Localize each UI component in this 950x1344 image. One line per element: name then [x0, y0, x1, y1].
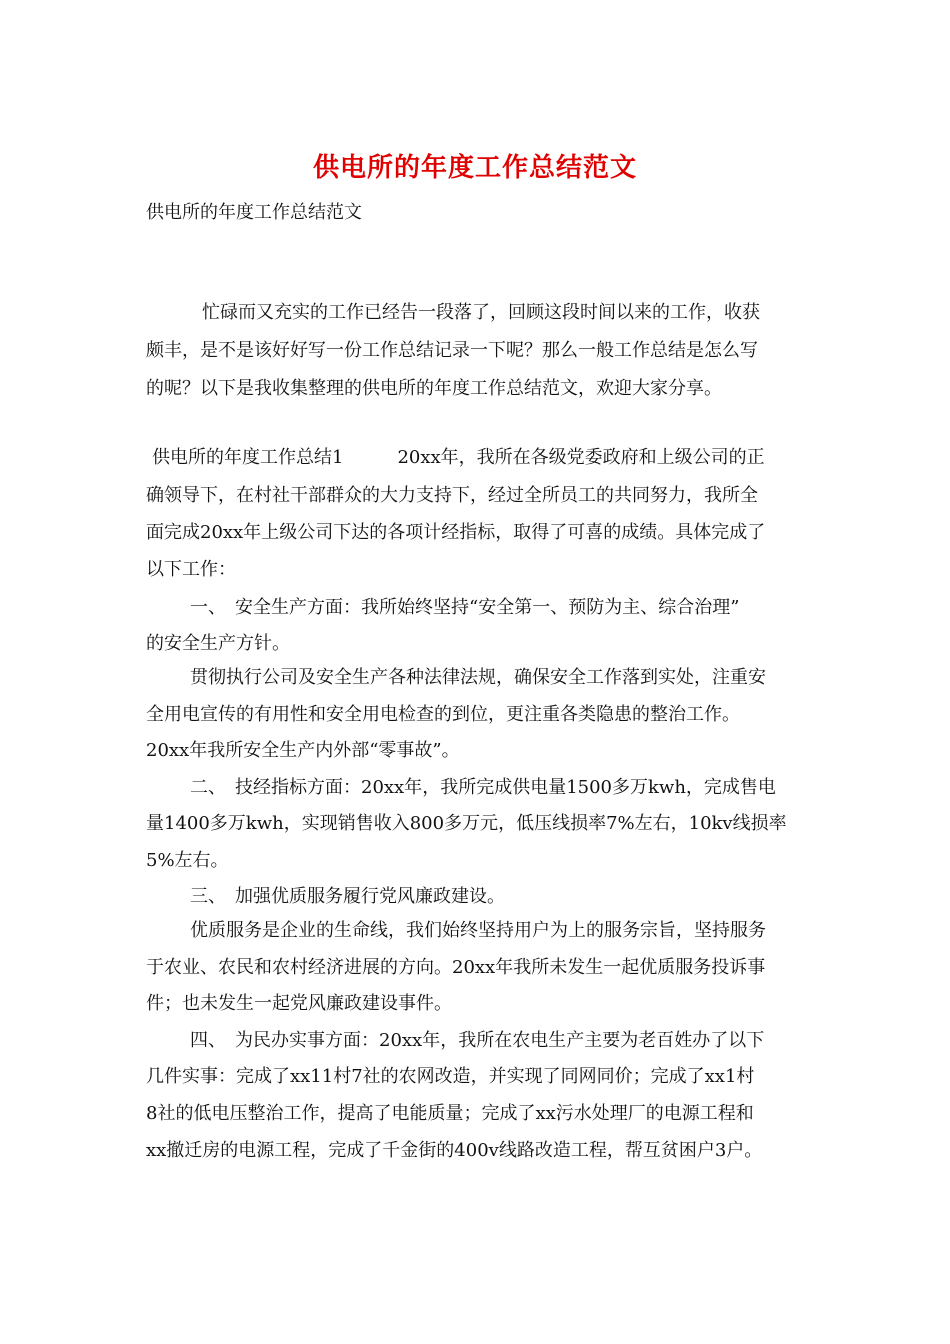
body-line: xx撤迁房的电源工程，完成了千金街的400v线路改造工程，帮互贫困户3户。 — [146, 1140, 763, 1161]
body-line: 几件实事：完成了xx11村7社的农网改造，并实现了同网同价；完成了xx1村 — [146, 1066, 755, 1087]
body-line: 三、 加强优质服务履行党风廉政建设。 — [190, 886, 505, 907]
body-line: 8社的低电压整治工作，提高了电能质量；完成了xx污水处理厂的电源工程和 — [146, 1103, 754, 1124]
body-line: 量1400多万kwh，实现销售收入800多万元，低压线损率7%左右，10kv线损率 — [146, 813, 787, 834]
body-line: 面完成20xx年上级公司下达的各项计经指标，取得了可喜的成绩。具体完成了 — [146, 522, 766, 543]
body-line: 四、 为民办实事方面：20xx年，我所在农电生产主要为老百姓办了以下 — [190, 1030, 765, 1051]
body-line: 20xx年我所安全生产内外部“零事故”。 — [146, 740, 460, 761]
body-line: 于农业、农民和农村经济进展的方向。20xx年我所未发生一起优质服务投诉事 — [146, 957, 766, 978]
body-line: 确领导下，在村社干部群众的大力支持下，经过全所员工的共同努力，我所全 — [146, 485, 758, 506]
body-line: 的安全生产方针。 — [146, 633, 290, 654]
document-title: 供电所的年度工作总结范文 — [312, 153, 637, 183]
body-line: 以下工作： — [146, 559, 236, 580]
document-subtitle: 供电所的年度工作总结范文 — [146, 202, 362, 223]
body-line: 颇丰，是不是该好好写一份工作总结记录一下呢？那么一般工作总结是怎么写 — [146, 340, 758, 361]
body-line: 全用电宣传的有用性和安全用电检查的到位，更注重各类隐患的整治工作。 — [146, 704, 740, 725]
body-line: 件；也未发生一起党风廉政建设事件。 — [146, 993, 452, 1014]
body-line: 优质服务是企业的生命线，我们始终坚持用户为上的服务宗旨，坚持服务 — [190, 920, 766, 941]
body-line: 忙碌而又充实的工作已经告一段落了，回顾这段时间以来的工作，收获 — [202, 302, 760, 323]
body-line: 供电所的年度工作总结1 20xx年，我所在各级党委政府和上级公司的正 — [152, 447, 765, 468]
body-line: 5%左右。 — [146, 850, 229, 871]
body-line: 二、 技经指标方面：20xx年，我所完成供电量1500多万kwh，完成售电 — [190, 777, 776, 798]
body-line: 的呢？以下是我收集整理的供电所的年度工作总结范文，欢迎大家分享。 — [146, 378, 722, 399]
body-line: 贯彻执行公司及安全生产各种法律法规，确保安全工作落到实处，注重安 — [190, 667, 766, 688]
body-line: 一、 安全生产方面：我所始终坚持“安全第一、预防为主、综合治理” — [190, 597, 740, 618]
